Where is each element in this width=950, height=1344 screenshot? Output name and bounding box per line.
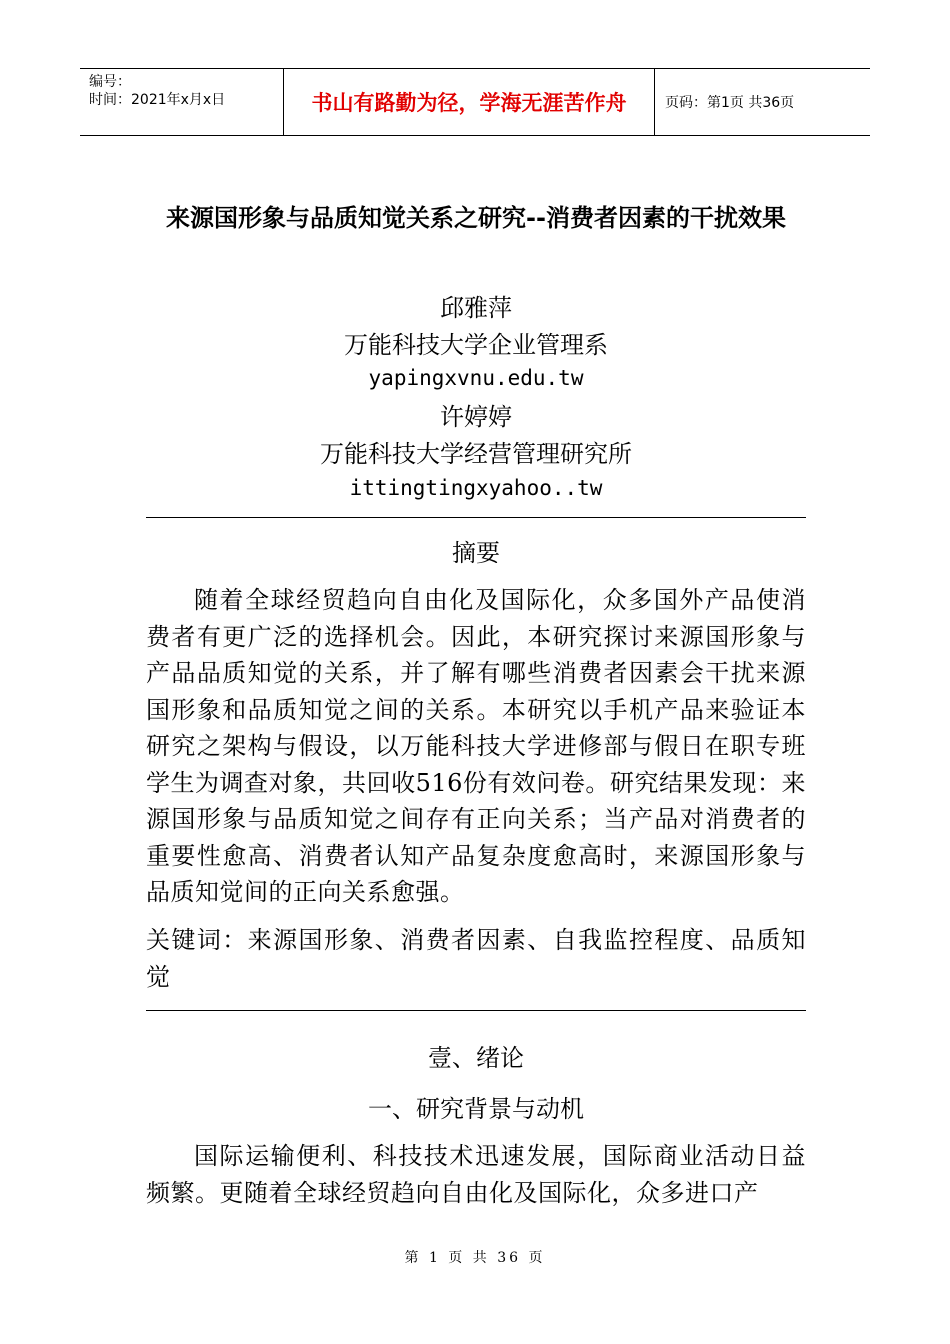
intro-body: 国际运输便利、科技技术迅速发展，国际商业活动日益频繁。更随着全球经贸趋向自由化及国际化，众多进口产 [146,1142,806,1207]
abstract-body: 随着全球经贸趋向自由化及国际化，众多国外产品使消费者有更广泛的选择机会。因此，本研究探讨来源国形象与产品品质知觉的关系，并了解有哪些消费者因素会干扰来源国形象和品质知觉之间的关系。本研究以手机产品来验证本研究之架构与假设，以万能科技大学进修部与假日在职专班学生为调查对象，共回收516份有效问卷。研究结果发现：来源国形象与品质知觉之间存有正向关系；当产品对消费者的重要性愈高、消费者认知产品复杂度愈高时，来源国形象与品质知觉间的正向关系愈强。 [146,586,806,906]
header-motto-cell [283,69,655,135]
email-1: yapingxvnu.edu.tw [368,366,584,390]
subsection-heading: 一、研究背景与动机 [368,1095,584,1123]
page-code: 页码：第1页 共36页 [665,95,795,111]
motto-text: 书山有路勤为径，学海无涯苦作舟 [311,91,627,115]
abstract-heading: 摘要 [452,539,500,567]
header-table [80,68,870,136]
affiliation-2: 万能科技大学经营管理研究所 [320,440,632,468]
page-footer: 第 1 页 共 36 页 [404,1250,546,1266]
divider-top [146,517,806,518]
header-page-cell [655,69,870,135]
email-2: ittingtingxyahoo..tw [349,476,603,500]
author-1: 邱雅萍 [440,294,512,322]
time-label: 时间：2021年x月x日 [89,92,226,108]
document-title: 来源国形象与品质知觉关系之研究--消费者因素的干扰效果 [166,204,786,232]
author-2: 许婷婷 [440,403,512,431]
affiliation-1: 万能科技大学企业管理系 [344,331,608,359]
number-label: 编号： [89,74,131,90]
keywords: 关键词：来源国形象、消费者因素、自我监控程度、品质知觉 [146,926,806,991]
divider-bottom [146,1010,806,1011]
header-left-cell [80,69,283,135]
section-heading: 壹、绪论 [428,1044,524,1072]
